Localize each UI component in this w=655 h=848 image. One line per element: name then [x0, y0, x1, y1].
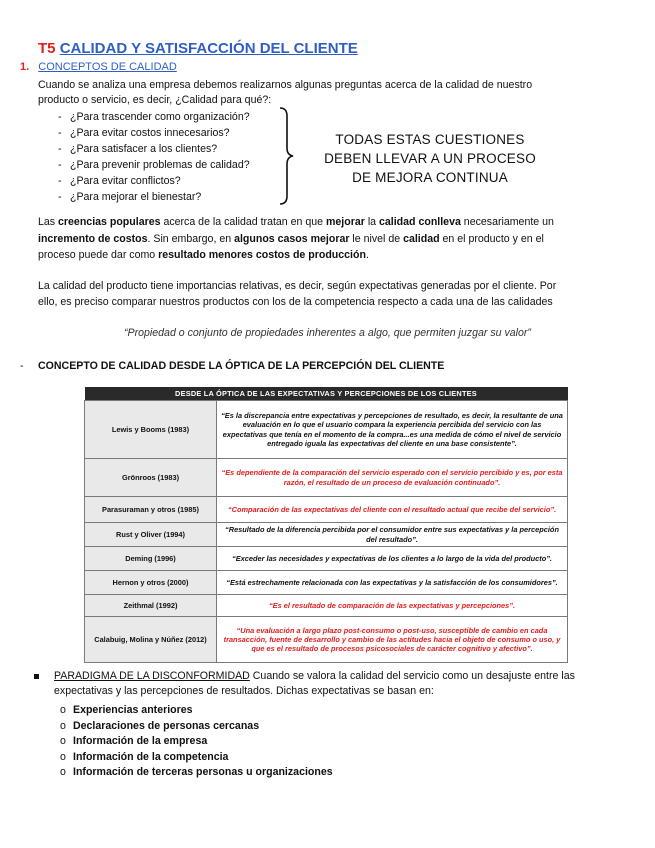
paradigm-paragraph: PARADIGMA DE LA DISCONFORMIDAD Cuando se valora la calidad del servicio como un desajuste entre las expectativas y las percepciones de resultados. Dichas expectativas se basan en:	[54, 670, 575, 697]
definition-cell: “Está estrechamente relacionada con las expectativas y la satisfacción de los consumidores”.	[217, 571, 568, 595]
expectation-sources-list	[60, 703, 333, 781]
beliefs-line-2: incremento de costos. Sin embargo, en algunos casos mejorar le nivel de calidad en el producto y en el	[38, 233, 544, 245]
table-row	[85, 547, 568, 571]
section-1-number: 1.	[20, 61, 30, 73]
definition-cell: “Es dependiente de la comparación del servicio esperado con el servicio percibido y es, por esta razón, el resultado de un proceso de evaluación continuado”.	[217, 459, 568, 497]
section-1-heading	[20, 61, 177, 73]
table-row	[85, 497, 568, 523]
definitions-table	[84, 387, 568, 663]
page-title	[38, 40, 358, 57]
definition-cell: “Una evaluación a largo plazo post-consumo o post-uso, susceptible de cambio en cada transacción, fuente de desarrollo y cambio de las actitudes hacia el objeto de consumo o uso, y que es el resultado de procesos psicosociales de carácter cognitivo y afectivo”.	[217, 617, 568, 663]
callout-text: TODAS ESTAS CUESTIONES DEBEN LLEVAR A UN PROCESO DE MEJORA CONTINUA	[324, 132, 536, 185]
table-row	[85, 617, 568, 663]
list-item: - ¿Para satisfacer a los clientes?	[58, 143, 218, 155]
list-item: o Declaraciones de personas cercanas	[60, 719, 260, 732]
definition-cell: “Es la discrepancia entre expectativas y percepciones de resultado, es decir, la resultante de una evaluación en lo que el usuario compara la experiencia percibida del servicio con las expectativas que tenía en el momento de la compra...es una medida de cómo el nivel de servicio entregado iguala las expectativas del cliente en una base consistente”.	[217, 401, 568, 459]
table-row	[85, 571, 568, 595]
beliefs-line-3: proceso puede dar como resultado menores costos de producción.	[38, 249, 369, 261]
table-row	[85, 523, 568, 547]
table-row	[85, 459, 568, 497]
beliefs-line-1: Las creencias populares acerca de la calidad tratan en que mejorar la calidad conlleva necesariamente un	[38, 216, 554, 228]
table-row	[85, 401, 568, 459]
list-item: o Experiencias anteriores	[60, 704, 193, 716]
table-row	[85, 595, 568, 617]
author-cell: Lewis y Booms (1983)	[85, 401, 217, 459]
list-item: - ¿Para evitar costos innecesarios?	[58, 127, 230, 139]
importance-line-2: ello, es preciso comparar nuestros productos con los de la competencia respecto a cada una de las calidades	[38, 296, 553, 308]
definition-cell: “Es el resultado de comparación de las expectativas y percepciones”.	[217, 595, 568, 617]
author-cell: Rust y Oliver (1994)	[85, 523, 217, 547]
list-item: o Información de la empresa	[60, 735, 208, 747]
square-bullet-icon	[34, 674, 39, 679]
list-item: - ¿Para prevenir problemas de calidad?	[58, 159, 250, 171]
title-text: CALIDAD Y SATISFACCIÓN DEL CLIENTE	[59, 40, 358, 57]
author-cell: Zeithmal (1992)	[85, 595, 217, 617]
author-cell: Deming (1996)	[85, 547, 217, 571]
author-cell: Parasuraman y otros (1985)	[85, 497, 217, 523]
list-item: o Información de la competencia	[60, 750, 229, 763]
list-item: o Información de terceras personas u organizaciones	[60, 766, 333, 778]
definition-cell: “Comparación de las expectativas del cliente con el resultado actual que recibe del servicio”.	[217, 497, 568, 523]
section-1-label: CONCEPTOS DE CALIDAD	[38, 61, 177, 73]
section-2-heading: - CONCEPTO DE CALIDAD DESDE LA ÓPTICA DE LA PERCEPCIÓN DEL CLIENTE	[20, 360, 445, 372]
definition-cell: “Resultado de la diferencia percibida por el consumidor entre sus expectativas y la percepción del resultado”.	[217, 523, 568, 547]
title-prefix: T5	[38, 40, 56, 57]
table-header: DESDE LA ÓPTICA DE LAS EXPECTATIVAS Y PERCEPCIONES DE LOS CLIENTES	[85, 387, 568, 401]
intro-line-1: Cuando se analiza una empresa debemos realizarnos algunas preguntas acerca de la calidad de nuestro	[38, 79, 533, 91]
definition-quote: “Propiedad o conjunto de propiedades inherentes a algo, que permiten juzgar su valor”	[124, 327, 531, 339]
list-item: - ¿Para evitar conflictos?	[58, 175, 181, 187]
author-cell: Hernon y otros (2000)	[85, 571, 217, 595]
intro-line-2: producto o servicio, es decir, ¿Calidad para qué?:	[38, 94, 272, 106]
author-cell: Calabuig, Molina y Núñez (2012)	[85, 617, 217, 663]
right-brace-icon	[278, 106, 294, 206]
list-item: - ¿Para trascender como organización?	[58, 111, 250, 123]
paradigm-label: PARADIGMA DE LA DISCONFORMIDAD	[54, 670, 250, 682]
author-cell: Grönroos (1983)	[85, 459, 217, 497]
questions-list	[58, 109, 250, 205]
list-item: - ¿Para mejorar el bienestar?	[58, 191, 202, 203]
definition-cell: “Exceder las necesidades y expectativas de los clientes a lo largo de la vida del producto”.	[217, 547, 568, 571]
importance-line-1: La calidad del producto tiene importancias relativas, es decir, según expectativas generadas por el cliente. Por	[38, 280, 557, 292]
